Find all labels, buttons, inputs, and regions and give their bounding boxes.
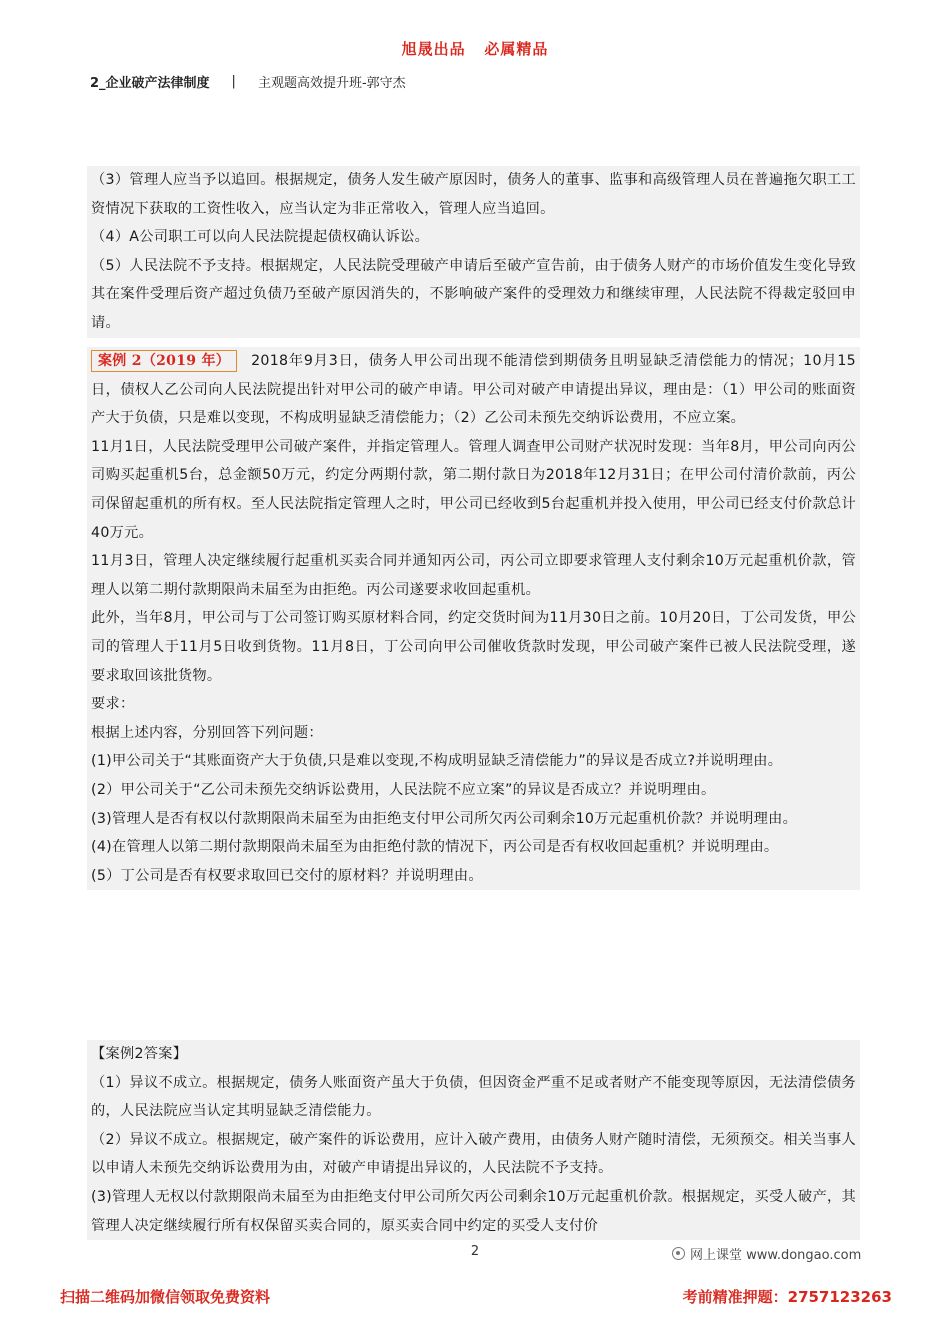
answer-paragraph: （2）异议不成立。根据规定，破产案件的诉讼费用，应计入破产费用，由债务人财产随时清偿，无须预交。相关当事人以申请人未预先交纳诉讼费用为由，对破产申请提出异议的，人民法院不予支持。 — [91, 1131, 856, 1177]
requirement-label: 要求： — [91, 696, 135, 713]
chapter-title: 2_企业破产法律制度 — [90, 76, 210, 91]
case-intro-paragraph — [91, 347, 856, 433]
answers-title: 【案例2答案】 — [91, 1046, 188, 1062]
header-separator: | — [231, 74, 236, 89]
question: (1)甲公司关于“其账面资产大于负债,只是难以变现,不构成明显缺乏清偿能力”的异议是否成立?并说明理由。 — [91, 753, 783, 770]
question: (3)管理人是否有权以付款期限尚未届至为由拒绝支付甲公司所欠丙公司剩余10万元起重机价款？并说明理由。 — [91, 810, 798, 827]
answer-paragraph: （5）人民法院不予支持。根据规定，人民法院受理破产申请后至破产宣告前，由于债务人财产的市场价值发生变化导致其在案件受理后资产超过负债乃至破产原因消失的，不影响破产案件的受理效力和继续审理，人民法院不得裁定驳回申请。 — [91, 257, 856, 331]
brand-logo-icon — [672, 1247, 685, 1260]
running-header — [90, 72, 406, 91]
answer-paragraph: （4）A公司职工可以向人民法院提起债权确认诉讼。 — [91, 229, 430, 246]
previous-answers-block — [87, 166, 860, 338]
course-title: 主观题高效提升班-郭守杰 — [257, 76, 406, 91]
page-number: 2 — [470, 1244, 480, 1259]
requirement-intro: 根据上述内容，分别回答下列问题： — [91, 724, 323, 741]
case-paragraph: 11月1日，人民法院受理甲公司破产案件，并指定管理人。管理人调查甲公司财产状况时发现：当年8月，甲公司向丙公司购买起重机5台，总金额50万元，约定分两期付款，第二期付款日为2018年12月31日；在甲公司付清价款前，丙公司保留起重机的所有权。至人民法院指定管理人之时，甲公司已经收到5台起重机并投入使用，甲公司已经支付价款总计40万元。 — [91, 438, 856, 541]
question: (5）丁公司是否有权要求取回已交付的原材料？并说明理由。 — [91, 867, 483, 884]
case-paragraph: 11月3日，管理人决定继续履行起重机买卖合同并通知丙公司，丙公司立即要求管理人支付剩余10万元起重机价款，管理人以第二期付款期限尚未届至为由拒绝。丙公司遂要求收回起重机。 — [91, 553, 856, 598]
top-banner: 旭晟出品 必属精品 — [401, 40, 549, 58]
answer-paragraph: (3)管理人无权以付款期限尚未届至为由拒绝支付甲公司所欠丙公司剩余10万元起重机价款。根据规定，买受人破产，其管理人决定继续履行所有权保留买卖合同的，原买卖合同中约定的买受人支付价 — [91, 1188, 856, 1234]
answers-block — [87, 1040, 860, 1240]
case-block — [87, 347, 860, 890]
question: (4)在管理人以第二期付款期限尚未届至为由拒绝付款的情况下，丙公司是否有权收回起重机？并说明理由。 — [91, 839, 779, 856]
footer-promo-right: 考前精准押题：2757123263 — [682, 1288, 892, 1306]
case-intro: 2018年9月3日，债务人甲公司出现不能清偿到期债务且明显缺乏清偿能力的情况；10月15日，债权人乙公司向人民法院提出针对甲公司的破产申请。甲公司对破产申请提出异议，理由是：（1）甲公司的账面资产大于负债，只是难以变现，不构成明显缺乏清偿能力；（2）乙公司未预先交纳诉讼费用，不应立案。 — [91, 353, 856, 427]
footer-promo-left: 扫描二维码加微信领取免费资料 — [60, 1288, 271, 1306]
question: (2）甲公司关于“乙公司未预先交纳诉讼费用，人民法院不应立案”的异议是否成立？并说明理由。 — [91, 781, 716, 798]
answer-paragraph: （1）异议不成立。根据规定，债务人账面资产虽大于负债，但因资金严重不足或者财产不能变现等原因，无法清偿债务的，人民法院应当认定其明显缺乏清偿能力。 — [91, 1074, 856, 1120]
case-paragraph: 此外，当年8月，甲公司与丁公司签订购买原材料合同，约定交货时间为11月30日之前。10月20日，丁公司发货，甲公司的管理人于11月5日收到货物。11月8日，丁公司向甲公司催收货款时发现，甲公司破产案件已被人民法院受理，遂要求取回该批货物。 — [91, 610, 856, 684]
case-tag: 案例 2（2019 年） — [91, 350, 237, 372]
brand-mark — [672, 1244, 861, 1263]
brand-text: 网上课堂 www.dongao.com — [690, 1248, 862, 1263]
answer-paragraph: （3）管理人应当予以追回。根据规定，债务人发生破产原因时，债务人的董事、监事和高级管理人员在普遍拖欠职工工资情况下获取的工资性收入，应当认定为非正常收入，管理人应当追回。 — [91, 172, 856, 217]
